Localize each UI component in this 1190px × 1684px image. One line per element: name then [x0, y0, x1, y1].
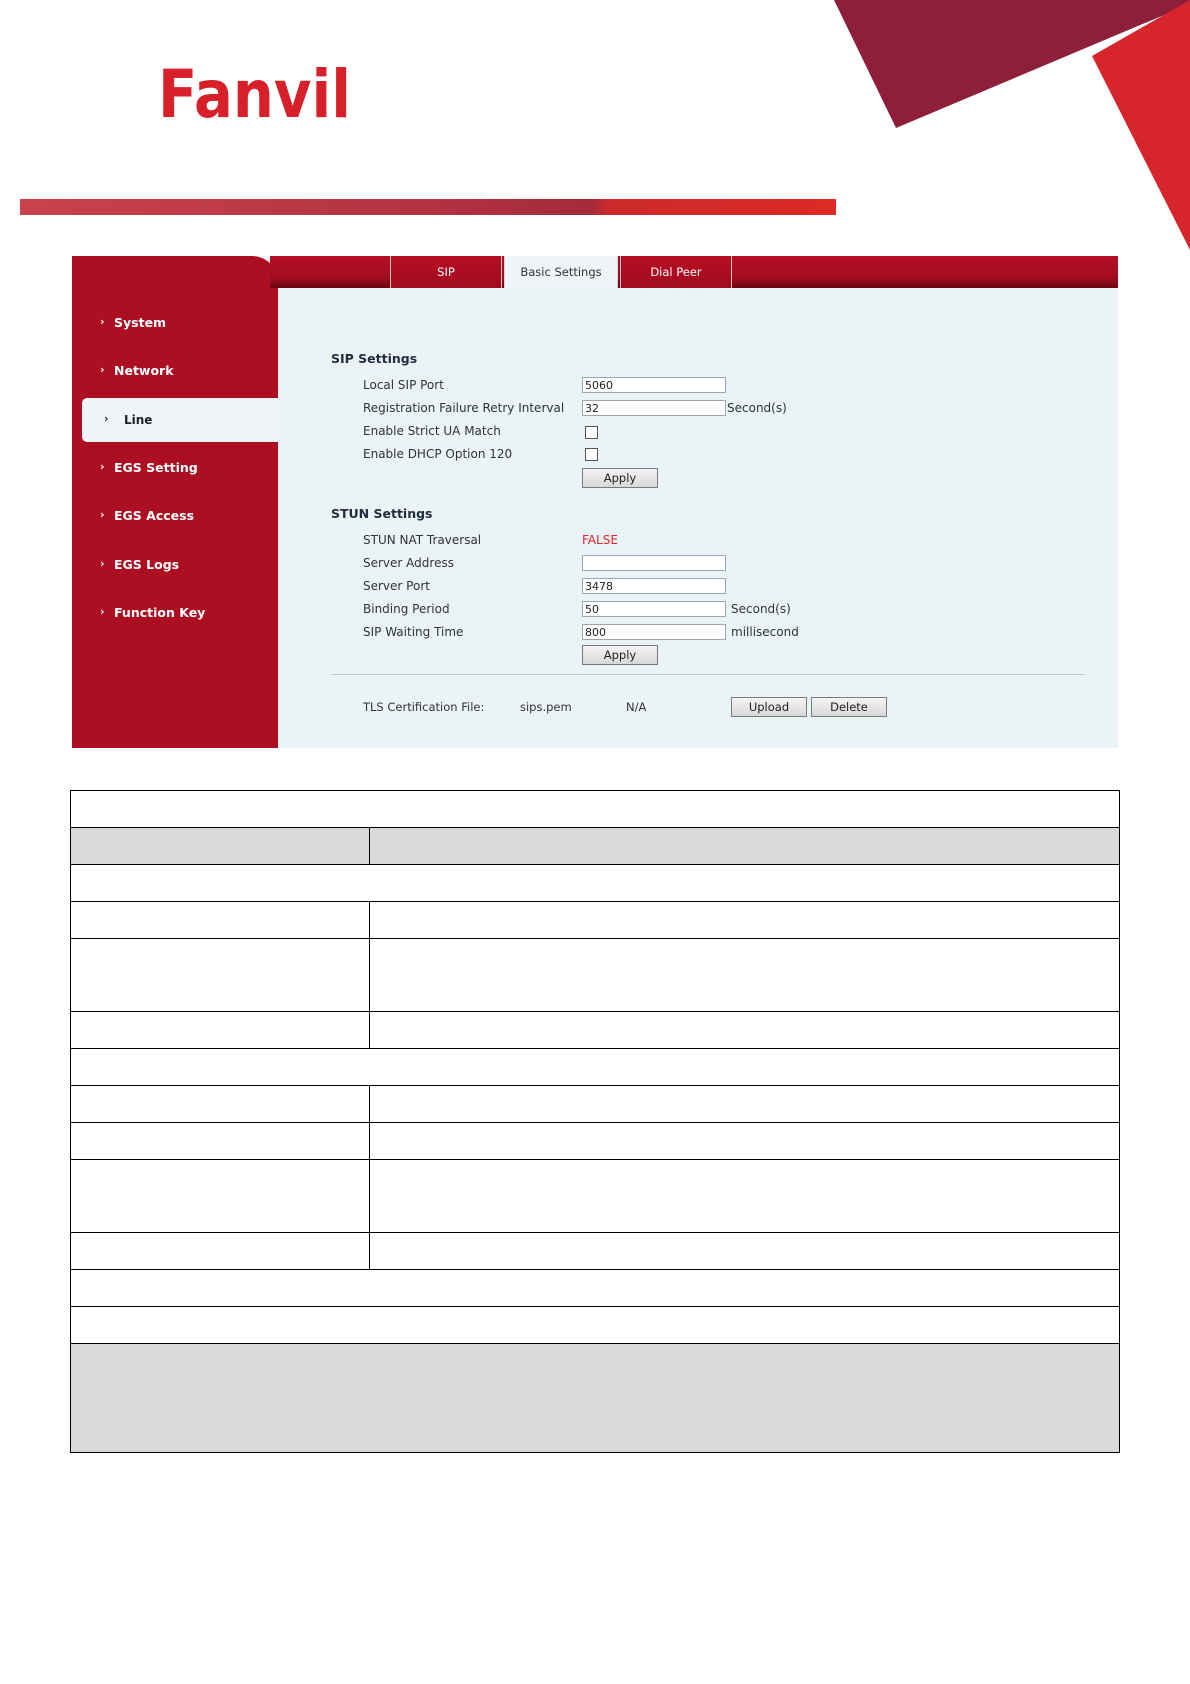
table-row	[70, 1232, 370, 1270]
server-address-input[interactable]	[582, 555, 726, 571]
tab-sip[interactable]: SIP	[390, 256, 502, 288]
web-ui-panel	[72, 256, 1118, 748]
table-row	[70, 938, 370, 1012]
binding-period-label: Binding Period	[363, 602, 450, 616]
stun-nat-value: FALSE	[582, 533, 618, 547]
tab-bar	[270, 256, 1118, 288]
table-section-row	[70, 1269, 1120, 1307]
table-header-cell	[70, 827, 370, 865]
sidebar-item-network[interactable]	[82, 351, 278, 391]
sip-waiting-unit: millisecond	[731, 625, 799, 639]
sidebar-item-label: EGS Setting	[114, 460, 198, 475]
sip-waiting-input[interactable]	[582, 624, 726, 640]
chevron-right-icon: ›	[104, 412, 109, 425]
tls-file-name: sips.pem	[520, 700, 572, 714]
binding-period-input[interactable]	[582, 601, 726, 617]
strict-ua-label: Enable Strict UA Match	[363, 424, 501, 438]
dhcp-120-label: Enable DHCP Option 120	[363, 447, 513, 461]
fanvil-logo	[158, 56, 353, 133]
upload-button[interactable]: Upload	[731, 697, 807, 717]
stun-settings-heading: STUN Settings	[331, 506, 433, 521]
table-row	[369, 1122, 1120, 1160]
parameter-table	[70, 790, 1120, 1453]
table-section-row	[70, 1048, 1120, 1086]
local-sip-port-label: Local SIP Port	[363, 378, 444, 392]
section-divider	[331, 674, 1085, 675]
tab-basic-settings[interactable]: Basic Settings	[504, 256, 618, 288]
table-row	[70, 1011, 370, 1049]
table-row	[369, 938, 1120, 1012]
chevron-right-icon: ›	[100, 460, 105, 473]
table-row	[369, 1232, 1120, 1270]
table-header-cell	[369, 827, 1120, 865]
table-note-cell	[70, 1343, 1120, 1453]
sidebar-item-egs-setting[interactable]	[82, 448, 278, 488]
table-row	[70, 1085, 370, 1123]
sidebar-item-label: System	[114, 315, 167, 330]
tls-label: TLS Certification File:	[363, 700, 485, 714]
local-sip-port-input[interactable]	[582, 377, 726, 393]
table-section-row	[70, 864, 1120, 902]
stun-nat-label: STUN NAT Traversal	[363, 533, 482, 547]
table-row	[70, 1122, 370, 1160]
server-address-label: Server Address	[363, 556, 454, 570]
server-port-input[interactable]	[582, 578, 726, 594]
svg-text:Fanvil: Fanvil	[158, 56, 351, 133]
table-row	[369, 1159, 1120, 1233]
chevron-right-icon: ›	[100, 508, 105, 521]
tab-dial-peer[interactable]: Dial Peer	[620, 256, 732, 288]
dhcp-120-checkbox[interactable]	[585, 448, 598, 461]
server-port-label: Server Port	[363, 579, 430, 593]
sip-waiting-label: SIP Waiting Time	[363, 625, 464, 639]
retry-interval-input[interactable]	[582, 400, 726, 416]
table-row	[369, 901, 1120, 939]
table-section-row	[70, 1306, 1120, 1344]
chevron-right-icon: ›	[100, 363, 105, 376]
sidebar-item-label: EGS Logs	[114, 557, 180, 572]
stun-apply-button[interactable]: Apply	[582, 645, 658, 665]
chevron-right-icon: ›	[100, 557, 105, 570]
table-row	[369, 1085, 1120, 1123]
strict-ua-checkbox[interactable]	[585, 426, 598, 439]
retry-interval-unit: Second(s)	[727, 401, 787, 415]
corner-decoration	[820, 0, 1190, 260]
table-row	[70, 901, 370, 939]
header-stripe	[20, 199, 836, 215]
tls-status: N/A	[626, 700, 647, 714]
sidebar-item-label: Network	[114, 363, 174, 378]
retry-interval-label: Registration Failure Retry Interval	[363, 401, 565, 415]
table-row	[70, 1159, 370, 1233]
sip-apply-button[interactable]: Apply	[582, 468, 658, 488]
chevron-right-icon: ›	[100, 605, 105, 618]
sidebar-item-function-key[interactable]	[82, 593, 278, 633]
binding-period-unit: Second(s)	[731, 602, 791, 616]
sidebar-item-egs-access[interactable]	[82, 496, 278, 536]
sidebar	[72, 256, 278, 748]
sidebar-item-egs-logs[interactable]	[82, 545, 278, 585]
sidebar-item-label: EGS Access	[114, 508, 195, 523]
sidebar-item-system[interactable]	[82, 303, 278, 343]
sidebar-item-line[interactable]	[82, 398, 278, 442]
sip-settings-heading: SIP Settings	[331, 351, 418, 366]
sidebar-item-label: Line	[124, 413, 153, 427]
chevron-right-icon: ›	[100, 315, 105, 328]
table-row	[369, 1011, 1120, 1049]
sidebar-item-label: Function Key	[114, 605, 206, 620]
table-title-row	[70, 790, 1120, 828]
delete-button[interactable]: Delete	[811, 697, 887, 717]
